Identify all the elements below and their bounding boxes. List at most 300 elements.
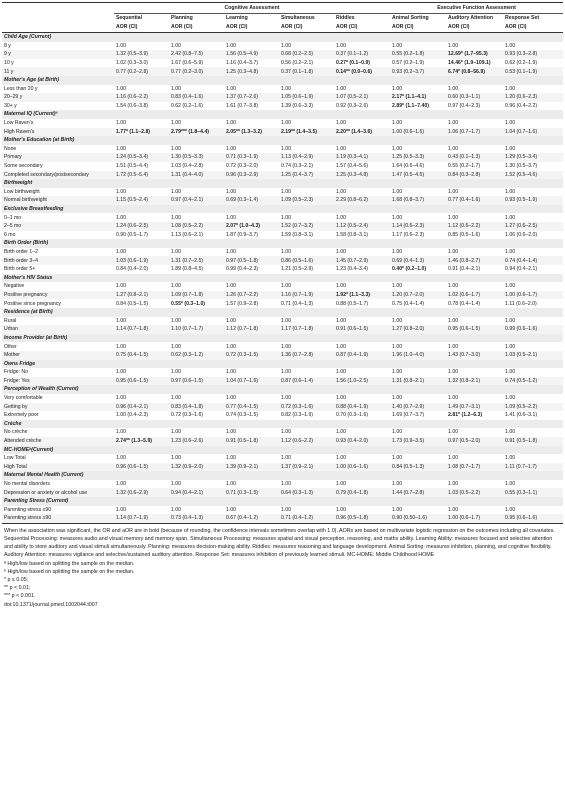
table-row: [2, 196, 563, 205]
table-cell: 1.27 (0.6–2.5): [503, 222, 563, 231]
table-cell: 1.54 (0.6–3.8): [116, 102, 149, 109]
section-header-row: [2, 360, 563, 369]
table-cell: 1.06 (0.7–1.7): [446, 128, 503, 137]
table-cell: 1.58 (0.8–3.1): [336, 231, 369, 238]
table-cell: 1.00: [392, 248, 403, 255]
table-cell: 1.67 (0.6–5.9): [171, 59, 204, 66]
table-cell: 0.87 (0.4–1.9): [334, 351, 390, 360]
table-cell: 1.00 (0.6–1.7): [446, 514, 503, 523]
row-label: Less than 20 y: [4, 85, 38, 92]
table-cell: 0.86 (0.5–1.6): [279, 256, 334, 265]
row-label: High Total: [2, 463, 114, 472]
table-cell: 0.77 (0.2–2.8): [114, 67, 169, 76]
table-cell: 1.15 (0.5–2.4): [114, 196, 169, 205]
table-row: [2, 428, 563, 437]
table-cell: 0.55 (0.2–1.8): [390, 50, 446, 59]
table-cell: 1.00: [226, 248, 237, 255]
table-cell: 1.00: [226, 120, 237, 127]
row-label: Parenting stress ≤90: [4, 506, 52, 513]
table-cell: 1.14 (0.6–2.3): [390, 222, 446, 231]
table-cell: 1.00 (0.6–1.6): [390, 128, 446, 137]
table-cell: 1.02 (0.3–3.0): [116, 59, 149, 66]
table-cell: 1.00: [392, 369, 403, 376]
test-header-planning: Planning: [171, 15, 193, 22]
table-cell: 1.00: [281, 455, 292, 462]
section-title: Maternal IQ (Current)ª: [2, 110, 563, 119]
table-cell: 0.96 (0.5–1.8): [334, 514, 390, 523]
table-cell: 0.96 (0.4–2.1): [114, 403, 169, 412]
table-cell: 1.00: [448, 120, 459, 127]
table-notes: [2, 527, 563, 609]
table-cell: 1.00: [448, 188, 459, 195]
section-header-row: [2, 471, 563, 480]
table-cell: 1.20 (0.6–2.3): [503, 93, 563, 102]
table-cell: 1.43 (0.7–3.0): [446, 351, 503, 360]
table-cell: 0.96 (0.6–1.5): [114, 463, 169, 472]
test-header-simultaneous: Simultaneous: [281, 15, 315, 22]
table-cell: 0.64 (0.3–1.3): [279, 488, 334, 497]
table-row: [2, 299, 563, 308]
table-cell: 1.61 (0.7–3.8): [226, 102, 259, 109]
table-cell: 1.00: [226, 481, 237, 488]
row-label: 0–1 mo: [4, 214, 22, 221]
table-cell: 0.67 (0.4–1.2): [224, 514, 279, 523]
table-row: [2, 368, 563, 377]
table-cell: 0.77 (0.4–1.5): [224, 403, 279, 412]
table-row: [2, 454, 563, 463]
table-cell: 0.68 (0.2–2.5): [279, 50, 334, 59]
table-row: [2, 282, 563, 291]
test-header-response-set: Response Set: [505, 15, 540, 22]
table-cell: 1.00: [171, 369, 182, 376]
table-cell: 1.00: [116, 85, 127, 92]
table-cell: 0.97 (0.5–1.8): [224, 256, 279, 265]
table-cell: 1.00: [116, 317, 127, 324]
section-header-row: [2, 308, 563, 317]
row-label: Other: [4, 343, 17, 350]
footnote-p01: ** p < 0.01;: [4, 585, 31, 592]
table-cell: 1.17 (0.7–1.8): [279, 325, 334, 334]
table-cell: 0.93 (0.4–2.0): [334, 437, 390, 446]
table-cell: 1.89 (0.8–4.5): [171, 266, 204, 273]
table-row: [2, 317, 563, 326]
measure-header: AOR (CI): [169, 23, 224, 33]
row-label: No mental disorders: [4, 481, 50, 488]
table-cell: 1.57 (0.9–2.8): [226, 300, 259, 307]
table-cell: 1.08 (0.5–2.2): [169, 222, 224, 231]
table-cell: 1.00: [281, 248, 292, 255]
table-cell: 1.68 (0.8–3.7): [390, 196, 446, 205]
table-cell: 1.00: [226, 283, 237, 290]
table-cell: 0.90 (0.50–1.6): [390, 514, 446, 523]
table-cell: 1.52 (0.5–4.6): [503, 171, 563, 180]
table-cell: 0.72 (0.3–1.5): [224, 351, 279, 360]
measure-header: AOR (CI): [224, 23, 279, 33]
row-label: Normal birthweight: [2, 196, 114, 205]
table-cell: 1.23 (0.4–3.4): [336, 266, 369, 273]
table-cell: 2.20** (1.4–3.6): [334, 128, 390, 137]
table-cell: 0.91 (0.6–1.5): [334, 325, 390, 334]
table-cell: 1.00: [281, 188, 292, 195]
table-cell: 1.00: [171, 85, 182, 92]
table-row: [2, 67, 563, 76]
section-header-row: [2, 239, 563, 248]
table-cell: 0.78 (0.4–1.4): [448, 300, 481, 307]
row-label: 11 y: [2, 67, 114, 76]
row-label: Fridge: No: [4, 369, 28, 376]
row-label: Depression or anxiety or alcohol use: [2, 488, 114, 497]
table-cell: 1.00: [336, 455, 347, 462]
table-row: [2, 128, 563, 137]
table-row: [2, 42, 563, 51]
table-cell: 1.00: [171, 481, 182, 488]
row-label: Positive since pregnancy: [4, 300, 61, 307]
table-cell: 1.00: [116, 429, 127, 436]
table-cell: 1.00: [281, 506, 292, 513]
table-cell: 1.00: [171, 188, 182, 195]
row-label: Low Raven's: [4, 120, 34, 127]
table-cell: 1.77* (1.1–2.8): [114, 128, 169, 137]
table-cell: 2.07* (1.0–4.3): [224, 222, 279, 231]
table-cell: 1.00: [226, 369, 237, 376]
test-header-animal-sorting: Animal Sorting: [392, 15, 429, 22]
table-cell: 1.00: [392, 85, 403, 92]
table-cell: 1.00: [336, 42, 347, 49]
table-cell: 0.91 (0.5–1.8): [224, 437, 279, 446]
row-label: Attended crèche: [2, 437, 114, 446]
table-cell: 1.92* (1.1–3.3): [334, 291, 390, 300]
table-cell: 1.00: [336, 369, 347, 376]
table-cell: 1.73 (0.9–3.5): [390, 437, 446, 446]
table-cell: 0.79 (0.4–1.8): [334, 488, 390, 497]
table-row: [2, 102, 563, 111]
section-header-row: [2, 179, 563, 188]
table-cell: 1.00: [505, 317, 516, 324]
section-title: Parenting Stress (Current): [2, 497, 563, 506]
table-cell: 0.91 (0.4–2.1): [448, 266, 481, 273]
measure-header: AOR (CI): [114, 23, 169, 33]
table-cell: 0.84 (0.4–2.0): [116, 266, 149, 273]
table-cell: 0.37 (0.1–1.8): [279, 67, 334, 76]
row-label: Birth order 3–4: [2, 256, 114, 265]
table-cell: 1.00: [448, 214, 459, 221]
table-cell: 1.87 (0.9–3.7): [226, 231, 259, 238]
table-cell: 0.95 (0.6–1.6): [503, 514, 563, 523]
table-cell: 1.00: [505, 343, 516, 350]
section-title: Mother's HIV Status: [2, 274, 563, 283]
row-label: None: [4, 145, 17, 152]
table-cell: 1.09 (0.5–2.3): [279, 196, 334, 205]
table-cell: 0.14** (0.0–0.6): [334, 67, 390, 76]
table-row: [2, 85, 563, 94]
table-cell: 1.00: [171, 283, 182, 290]
table-cell: 1.12 (0.5–2.4): [334, 222, 390, 231]
row-label: 8 y: [4, 42, 11, 49]
table-cell: 1.40 (0.7–2.9): [390, 403, 446, 412]
table-cell: 1.24 (0.5–3.4): [114, 153, 169, 162]
table-row: [2, 342, 563, 351]
section-title: Birth Order (Birth): [2, 239, 563, 248]
section-title: Perception of Wealth (Current): [2, 385, 563, 394]
section-title: Residence (at Birth): [2, 308, 563, 317]
section-header-row: [2, 205, 563, 214]
table-cell: 1.37 (0.9–2.1): [279, 463, 334, 472]
table-cell: 0.27* (0.1–0.9): [336, 59, 371, 66]
section-title: Income Provider (at Birth): [2, 334, 563, 343]
table-cell: 0.55 (0.2–1.7): [448, 163, 481, 170]
measure-header: AOR (CI): [446, 23, 503, 33]
table-cell: 1.00: [448, 317, 459, 324]
test-header-learning: Learning: [226, 15, 248, 22]
table-cell: 1.00: [336, 343, 347, 350]
row-label: Urban: [2, 325, 114, 334]
table-cell: 1.14 (0.7–1.9): [114, 514, 169, 523]
table-cell: 1.00: [171, 317, 182, 324]
section-header-row: [2, 76, 563, 85]
table-cell: 1.32 (0.6–2.9): [114, 488, 169, 497]
section-header-row: [2, 136, 563, 145]
table-cell: 1.00: [281, 85, 292, 92]
row-label: Some secondary: [4, 163, 43, 170]
table-cell: 0.84 (0.3–2.8): [446, 171, 503, 180]
notes-paragraph: When the association was significant, the OR and aOR are in bold (because of rounding, the confidence intervals sometimes overlap with 1.0). AORs are based on multivariate logistic regression on the outcomes including all covariates. Sequential Processing: measures audio and visual memory and memory span. Simultaneous Processing: measures spatial and visual perception, reasoning, and maths ability. Learning Ability: measures focused and selective attention and ability to store auditory and visual stimuli simultaneously. Planning: measures decision-making ability. Riddles: measures reasoning and language development. Animal Sorting: measures inhibition, planning, and cognitive flexibility. Auditory Attention: measures vigilance and selective/sustained auditory attention. Response Set: measures inhibition of previously learned stimuli. MC-HOME: Middle Childhood HOME: [4, 527, 555, 559]
table-cell: 1.00: [171, 145, 182, 152]
table-cell: 0.95 (0.6–1.5): [446, 325, 503, 334]
table-cell: 1.00: [226, 343, 237, 350]
test-header-row: [2, 14, 563, 24]
table-cell: 1.46 (0.8–2.7): [446, 256, 503, 265]
table-cell: 1.00: [336, 429, 347, 436]
table-cell: 1.27 (0.8–2.0): [390, 325, 446, 334]
table-cell: 1.00: [281, 481, 292, 488]
table-cell: 1.00: [336, 481, 347, 488]
table-cell: 1.20 (0.7–2.0): [390, 291, 446, 300]
table-cell: 1.00: [392, 343, 403, 350]
table-row: [2, 291, 563, 300]
table-cell: 1.41 (0.6–3.1): [505, 412, 538, 419]
table-cell: 1.30 (0.5–3.3): [169, 153, 224, 162]
table-cell: 1.47 (0.5–4.5): [390, 171, 446, 180]
table-cell: 6.74* (0.8–56.9): [446, 67, 503, 76]
table-cell: 1.00: [281, 145, 292, 152]
table-cell: 1.00: [336, 506, 347, 513]
table-row: [2, 514, 563, 523]
table-cell: 1.00: [226, 455, 237, 462]
table-cell: 1.00: [336, 317, 347, 324]
table-cell: 1.11 (0.7–1.7): [503, 463, 563, 472]
table-cell: 1.09 (0.7–1.8): [169, 291, 224, 300]
table-cell: 1.00: [392, 455, 403, 462]
table-cell: 0.90 (0.5–1.7): [116, 231, 149, 238]
table-row: [2, 506, 563, 515]
table-cell: 1.57 (0.4–5.6): [336, 163, 369, 170]
group-header-cognitive: Cognitive Assessment: [114, 3, 390, 14]
section-title: Birthweight: [2, 179, 563, 188]
table-cell: 1.00: [171, 214, 182, 221]
table-cell: 1.44 (0.7–2.8): [390, 488, 446, 497]
section-title: Mother's Education (at Birth): [2, 136, 563, 145]
section-title: Mother's Age (at Birth): [2, 76, 563, 85]
section-header-row: [2, 334, 563, 343]
table-cell: 2.81* (1.2–6.3): [448, 412, 483, 419]
section-header-row: [2, 274, 563, 283]
table-row: [2, 437, 563, 446]
table-cell: 1.00: [392, 283, 403, 290]
table-cell: 1.16 (0.4–3.7): [226, 59, 259, 66]
table-cell: 1.05 (0.6–1.9): [279, 93, 334, 102]
table-cell: 0.69 (0.4–1.3): [390, 256, 446, 265]
table-cell: 1.00: [226, 395, 237, 402]
table-cell: 1.30 (0.5–3.7): [505, 163, 538, 170]
row-label: 2–5 mo: [2, 222, 114, 231]
test-header-riddles: Riddles: [336, 15, 355, 22]
table-cell: 1.04 (0.7–1.6): [503, 128, 563, 137]
table-cell: 1.00: [448, 369, 459, 376]
footnote-b: ᵇ High/low based on splitting the sample on the median.: [4, 568, 135, 575]
section-header-row: [2, 385, 563, 394]
table-cell: 1.00: [116, 283, 127, 290]
table-cell: 12.69* (1.7–95.3): [446, 50, 503, 59]
table-cell: 1.00: [281, 120, 292, 127]
table-cell: 0.56 (0.2–2.1): [281, 59, 314, 66]
table-cell: 1.00: [448, 42, 459, 49]
row-label: Getting by: [2, 403, 114, 412]
table-cell: 0.77 (0.4–1.6): [446, 196, 503, 205]
table-cell: 1.00: [171, 42, 182, 49]
table-cell: 0.53 (0.1–1.9): [503, 67, 563, 76]
table-cell: 1.69 (0.7–3.7): [392, 412, 425, 419]
table-cell: 1.00: [336, 188, 347, 195]
table-cell: 1.12 (0.6–2.2): [446, 222, 503, 231]
table-cell: 2.79*** (1.8–4.4): [169, 128, 224, 137]
table-cell: 0.62 (0.2–1.9): [505, 59, 538, 66]
row-label: High Raven's: [2, 128, 114, 137]
table-cell: 2.74** (1.3–5.9): [114, 437, 169, 446]
row-label: Negative: [4, 283, 25, 290]
table-cell: 1.64 (0.6–4.6): [392, 163, 425, 170]
section-title: Crèche: [2, 420, 563, 429]
table-row: [2, 325, 563, 334]
table-cell: 1.56 (1.0–2.5): [334, 377, 390, 386]
table-row: [2, 351, 563, 360]
table-cell: 1.02 (0.6–1.7): [446, 291, 503, 300]
table-cell: 0.73 (0.4–1.3): [169, 514, 224, 523]
table-cell: 1.09 (0.5–2.2): [503, 403, 563, 412]
table-cell: 0.74 (0.3–2.1): [281, 163, 314, 170]
table-cell: 1.26 (0.7–2.2): [224, 291, 279, 300]
table-cell: 0.71 (0.4–1.2): [279, 514, 334, 523]
table-cell: 1.00: [448, 248, 459, 255]
row-label: 30+ y: [4, 102, 17, 109]
row-label: No crèche: [4, 429, 28, 436]
table-cell: 1.00: [171, 506, 182, 513]
table-cell: 2.29 (0.8–6.2): [334, 196, 390, 205]
table-cell: 1.00: [505, 395, 516, 402]
table-cell: 1.00: [392, 188, 403, 195]
table-cell: 1.00: [505, 42, 516, 49]
table-cell: 1.16 (0.6–2.2): [114, 93, 169, 102]
table-cell: 1.00: [448, 481, 459, 488]
table-cell: 1.21 (0.5–2.9): [281, 266, 314, 273]
table-cell: 1.11 (0.6–2.0): [505, 300, 537, 307]
table-cell: 0.94 (0.4–2.1): [169, 488, 224, 497]
table-cell: 1.00 (0.6–1.7): [503, 291, 563, 300]
table-cell: 0.93 (0.2–3.7): [390, 67, 446, 76]
table-cell: 0.43 (0.1–1.3): [446, 153, 503, 162]
table-cell: 1.00: [505, 283, 516, 290]
table-cell: 1.00: [171, 120, 182, 127]
table-cell: 0.85 (0.5–1.6): [448, 231, 481, 238]
table-cell: 1.00: [116, 42, 127, 49]
table-cell: 1.00: [505, 85, 516, 92]
table-cell: 0.84 (0.5–1.5): [116, 300, 149, 307]
table-cell: 1.19 (0.3–4.1): [334, 153, 390, 162]
table-cell: 1.13 (0.4–2.9): [279, 153, 334, 162]
table-cell: 1.00: [226, 188, 237, 195]
table-cell: 1.00: [336, 283, 347, 290]
table-cell: 1.32 (0.8–2.1): [446, 377, 503, 386]
table-cell: 1.00: [336, 145, 347, 152]
table-cell: 1.00: [116, 214, 127, 221]
table-cell: 0.93 (0.3–2.8): [503, 50, 563, 59]
table-cell: 1.00: [505, 248, 516, 255]
table-row: [2, 256, 563, 265]
table-row: [2, 265, 563, 274]
table-cell: 0.97 (0.4–2.1): [169, 196, 224, 205]
table-cell: 1.32 (0.5–3.9): [114, 50, 169, 59]
table-cell: 0.74 (0.4–1.4): [503, 256, 563, 265]
table-cell: 2.19** (1.4–3.5): [279, 128, 334, 137]
table-cell: 0.37 (0.1–1.2): [334, 50, 390, 59]
table-cell: 1.31 (0.4–4.0): [169, 171, 224, 180]
footnote-p001: *** p < 0.001.: [4, 593, 36, 600]
table-cell: 0.69 (0.3–1.4): [224, 196, 279, 205]
table-cell: 1.10 (0.7–1.7): [169, 325, 224, 334]
table-cell: 1.00: [226, 85, 237, 92]
row-label: Parenting stress ≥90: [2, 514, 114, 523]
table-row: [2, 231, 563, 240]
table-cell: 0.99 (0.4–2.3): [226, 266, 259, 273]
table-row: [2, 463, 563, 472]
table-cell: 1.25 (0.4–3.7): [279, 171, 334, 180]
table-cell: 1.00: [448, 145, 459, 152]
table-cell: 1.00: [392, 214, 403, 221]
table-cell: 1.00: [336, 85, 347, 92]
table-cell: 1.00: [448, 283, 459, 290]
table-cell: 2.89* (1.1–7.40): [392, 102, 429, 109]
table-cell: 1.03 (0.5–2.1): [503, 351, 563, 360]
table-cell: 1.00: [281, 214, 292, 221]
table-cell: 1.16 (0.7–1.9): [279, 291, 334, 300]
table-cell: 1.12 (0.7–1.8): [224, 325, 279, 334]
table-cell: 1.00: [116, 145, 127, 152]
group-header-row: [2, 3, 563, 14]
table-cell: 1.00: [226, 429, 237, 436]
table-cell: 1.49 (0.7–3.1): [446, 403, 503, 412]
table-cell: 0.62 (0.3–1.2): [169, 351, 224, 360]
table-cell: 1.17 (0.6–2.3): [392, 231, 425, 238]
table-cell: 1.00: [116, 343, 127, 350]
row-label: Birth order 1–2: [4, 248, 39, 255]
section-header-row: [2, 110, 563, 119]
row-label: Extremely poor: [4, 412, 39, 419]
test-header-sequential: Sequential: [116, 15, 142, 22]
table-cell: 0.83 (0.4–1.8): [169, 403, 224, 412]
table-cell: 0.91 (0.5–1.8): [503, 437, 563, 446]
table-cell: 1.00: [226, 42, 237, 49]
section-header-row: [2, 33, 563, 42]
table-cell: 1.00: [448, 85, 459, 92]
